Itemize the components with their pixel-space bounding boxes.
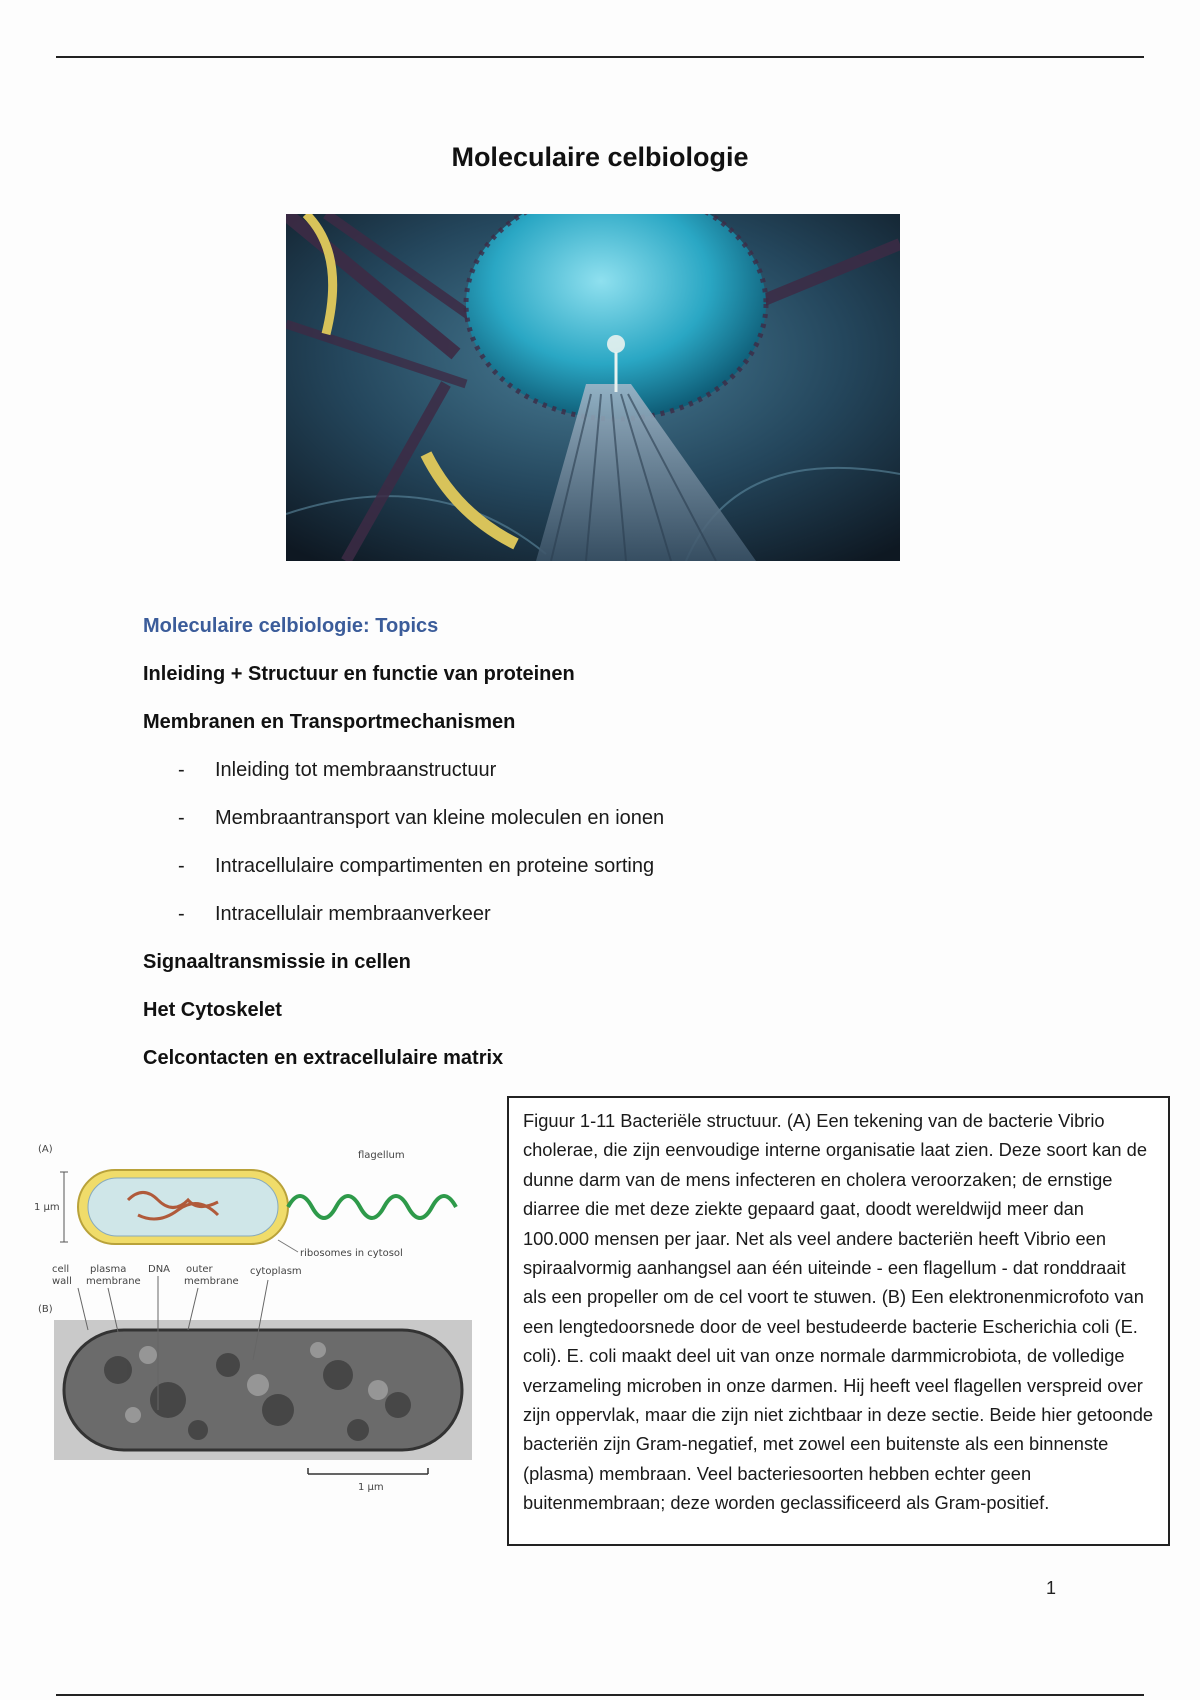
molecular-cell-illustration-icon <box>286 214 900 561</box>
flagellum-label: flagellum <box>358 1150 405 1161</box>
subtopic-label: Intracellulaire compartimenten en proteine sorting <box>215 855 655 877</box>
scale-b-label: 1 µm <box>358 1482 384 1493</box>
page-title: Moleculaire celbiologie <box>451 142 749 172</box>
bullet-dash: - <box>178 759 185 781</box>
ribosomes-label: ribosomes in cytosol <box>300 1248 403 1259</box>
hero-image <box>286 214 900 561</box>
panel-b-label: (B) <box>38 1304 53 1315</box>
topic-item: Celcontacten en extracellulaire matrix <box>143 1047 504 1069</box>
subtopic-label: Inleiding tot membraanstructuur <box>215 759 497 781</box>
plasma-membrane-label: plasma <box>90 1264 127 1275</box>
topic-item: Inleiding + Structuur en functie van proteinen <box>143 663 575 685</box>
subtopic-label: Intracellulair membraanverkeer <box>215 903 491 925</box>
plasma-membrane-label: membrane <box>86 1276 141 1287</box>
topics-list <box>143 610 1043 1090</box>
cell-wall-label: cell <box>52 1264 70 1275</box>
outer-membrane-label: outer <box>186 1264 213 1275</box>
topic-item: Het Cytoskelet <box>143 999 282 1021</box>
panel-a-label: (A) <box>38 1144 53 1155</box>
topic-item: Membranen en Transportmechanismen <box>143 711 516 733</box>
caption-text: Figuur 1-11 Bacteriële structuur. (A) Een tekening van de bacterie Vibrio cholerae, die zijn eenvoudige interne organisatie laat zien. Deze soort kan de dunne darm van de mens infecteren en cholera veroorzaken; de ernstige diarree die met deze ziekte gepaard gaat, doodt wereldwijd meer dan 100.000 mensen per jaar. Net als veel andere bacteriën heeft Vibrio een spiraalvormig aanhangsel aan één uiteinde - een flagellum - dat ronddraait als een propeller om de cel voort te stuwen. (B) Een elektronenmicrofoto van een lengtedoorsnede door de veel bestudeerde bacterie Escherichia coli (E. coli). E. coli maakt deel uit van onze normale darmmicrobiota, de volledige verzameling microben in onze darmen. Hij heeft veel flagellen verspreid over zijn oppervlak, maar die zijn niet zichtbaar in deze sectie. Beide hier getoonde bacteriën zijn Gram-negatief, met zowel een buitenste als een binnenste (plasma) membraan. Veel bacteriesoorten hebben echter geen buitenmembraan; deze worden geclassificeerd als Gram-positief. <box>523 1110 1154 1514</box>
bottom-rule <box>56 1694 1144 1696</box>
outer-membrane-label: membrane <box>184 1276 239 1287</box>
subtopic-item <box>143 754 1043 802</box>
flagellum-shape <box>288 1196 456 1218</box>
bacterium-figure <box>28 1140 498 1500</box>
subtopic-label: Membraantransport van kleine moleculen en ionen <box>215 807 665 829</box>
bullet-dash: - <box>178 903 185 925</box>
figure-caption <box>507 1096 1170 1546</box>
dna-label: DNA <box>148 1264 171 1275</box>
bullet-dash: - <box>178 807 185 829</box>
bacterium-diagram-icon <box>28 1140 498 1500</box>
scale-a-label: 1 µm <box>34 1202 60 1213</box>
subtopic-item <box>143 802 1043 850</box>
page-number: 1 <box>1046 1578 1057 1598</box>
cell-wall-label: wall <box>52 1276 72 1287</box>
subtopic-item <box>143 898 1043 946</box>
cytoplasm-label: cytoplasm <box>250 1266 302 1277</box>
topic-item: Signaaltransmissie in cellen <box>143 951 411 973</box>
subtopic-item <box>143 850 1043 898</box>
topics-heading: Moleculaire celbiologie: Topics <box>143 615 439 637</box>
top-rule <box>56 56 1144 58</box>
bullet-dash: - <box>178 855 185 877</box>
